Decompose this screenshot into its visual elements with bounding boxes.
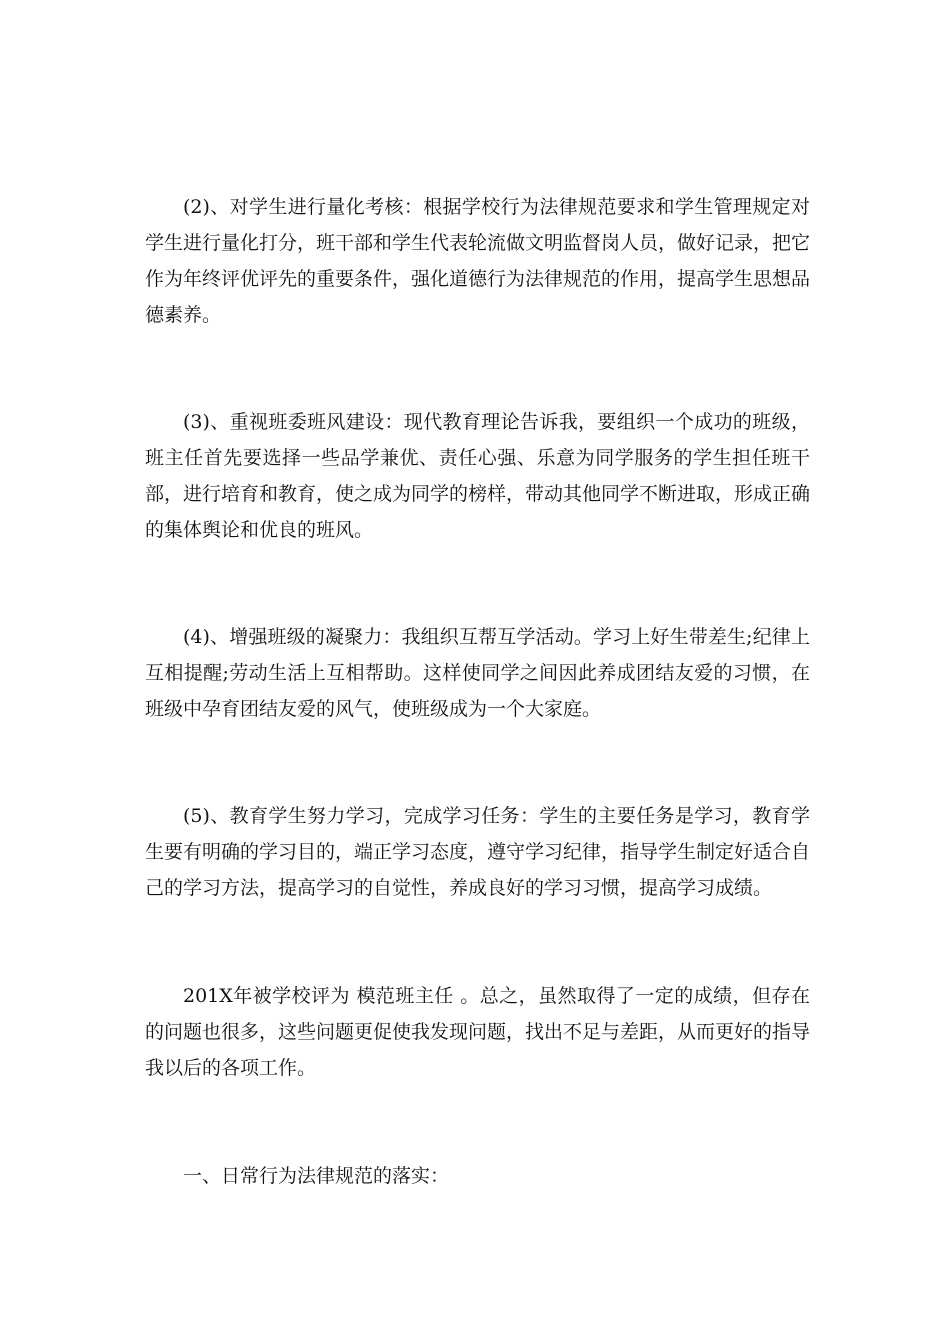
paragraph-study-education: (5)、教育学生努力学习，完成学习任务：学生的主要任务是学习，教育学生要有明确的学习目的，端正学习态度，遵守学习纪律，指导学生制定好适合自己的学习方法，提高学习的自觉性，养成良好的学习习惯，提高学习成绩。 [145,805,811,899]
paragraph-class-cohesion: (4)、增强班级的凝聚力：我组织互帮互学活动。学习上好生带差生;纪律上互相提醒;劳动生活上互相帮助。这样使同学之间因此养成团结友爱的习惯，在班级中孕育团结友爱的风气，使班级成为一个大家庭。 [145,626,810,720]
paragraph-quantitative-assessment: (2)、对学生进行量化考核：根据学校行为法律规范要求和学生管理规定对学生进行量化打分，班干部和学生代表轮流做文明监督岗人员，做好记录，把它作为年终评优评先的重要条件，强化道德行为法律规范的作用，提高学生思想品德素养。 [145,196,811,326]
paragraph-summary: 201X年被学校评为 模范班主任 。总之，虽然取得了一定的成绩，但存在的问题也很多，这些问题更促使我发现问题，找出不足与差距，从而更好的指导我以后的各项工作。 [145,985,811,1079]
section-heading-daily-behavior: 一、日常行为法律规范的落实： [183,1165,450,1187]
paragraph-class-committee: (3)、重视班委班风建设：现代教育理论告诉我，要组织一个成功的班级，班主任首先要选择一些品学兼优、责任心强、乐意为同学服务的学生担任班干部，进行培育和教育，使之成为同学的榜样，带动其他同学不断进取，形成正确的集体舆论和优良的班风。 [145,411,811,541]
